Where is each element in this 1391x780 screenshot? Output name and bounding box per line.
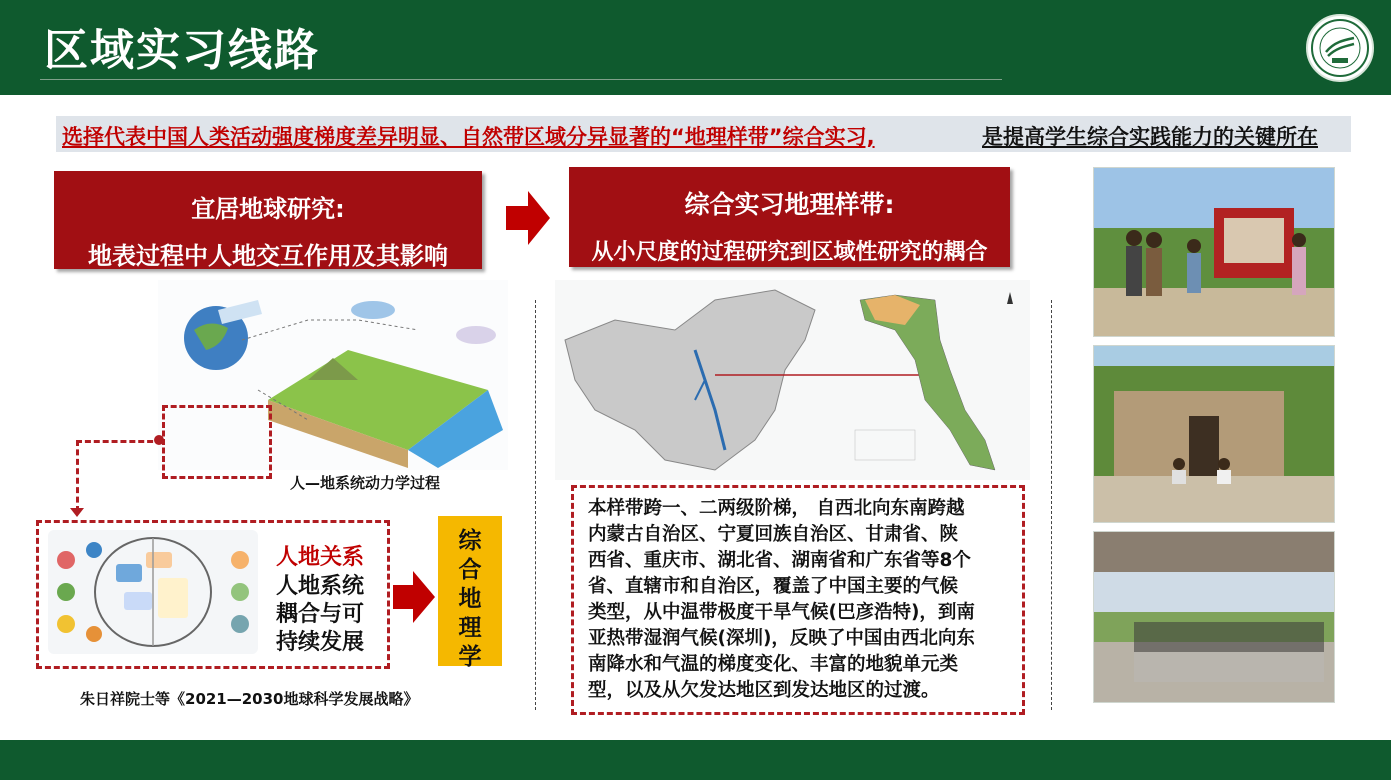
page-title: 区域实习线路: [44, 25, 320, 76]
diagram-focus-frame: [162, 405, 272, 479]
description-line: 内蒙古自治区、宁夏回族自治区、甘肃省、陕: [588, 524, 959, 545]
habitable-earth-subtitle: 地表过程中人地交互作用及其影响: [88, 242, 448, 270]
description-line: 南降水和气温的梯度变化、丰富的地貌单元类: [588, 654, 959, 675]
transect-subtitle: 从小尺度的过程研究到区域性研究的耦合: [591, 240, 988, 265]
field-photo-house: [1093, 345, 1335, 523]
transect-box: [569, 167, 1010, 267]
discipline-char: 地: [458, 586, 482, 612]
transect-description: [571, 485, 1025, 715]
source-citation: 朱日祥院士等《2021—2030地球科学发展战略》: [80, 690, 419, 708]
relation-line: 人地系统: [276, 574, 365, 599]
discipline-box: [438, 516, 502, 670]
description-line: 亚热带湿润气候(深圳)，反映了中国由西北向东: [588, 628, 975, 649]
discipline-char: 合: [458, 557, 482, 583]
connector-line-vertical: [76, 440, 79, 512]
divider: [535, 300, 536, 710]
habitable-earth-box: [54, 171, 482, 269]
intro-conclusion-text: 是提高学生综合实践能力的关键所在: [982, 125, 1318, 149]
connector-line: [76, 440, 162, 443]
field-photo-exhibit: [1093, 167, 1335, 337]
arrow-right-icon: [506, 206, 528, 230]
connector-dot: [154, 435, 164, 445]
description-line: 省、直辖市和自治区，覆盖了中国主要的气候: [588, 576, 959, 597]
discipline-char: 理: [458, 615, 482, 641]
discipline-char: 综: [458, 528, 482, 554]
diagram-caption: 人—地系统动力学过程: [290, 474, 441, 492]
arrow-right-icon-head: [413, 571, 435, 623]
description-line: 型，以及从欠发达地区到发达地区的过渡。: [588, 680, 940, 701]
connector-arrow-icon: [70, 508, 84, 517]
discipline-char: 学: [458, 644, 482, 670]
habitable-earth-title: 宜居地球研究:: [191, 195, 345, 223]
divider: [1051, 300, 1052, 710]
field-photo-group: [1093, 531, 1335, 703]
relation-line: 耦合与可: [276, 602, 365, 627]
human-earth-coupling-diagram: [48, 530, 258, 654]
transect-map: [555, 280, 1030, 480]
description-line: 本样带跨一、二两级阶梯， 自西北向东南跨越: [588, 498, 965, 519]
title-underline: [40, 79, 1002, 80]
transect-title: 综合实习地理样带:: [684, 190, 895, 219]
arrow-right-icon: [393, 585, 413, 609]
relation-title: 人地关系: [276, 545, 365, 570]
university-logo: [1306, 14, 1374, 82]
description-line: 西省、重庆市、湖北省、湖南省和广东省等8个: [588, 550, 971, 571]
arrow-right-icon-head: [528, 191, 550, 245]
relation-line: 持续发展: [276, 630, 365, 655]
footer-bar: [0, 740, 1391, 780]
intro-highlight-text: 选择代表中国人类活动强度梯度差异明显、自然带区域分异显著的“地理样带”综合实习,: [62, 125, 875, 149]
description-line: 类型，从中温带极度干旱气候(巴彦浩特)，到南: [588, 602, 975, 623]
